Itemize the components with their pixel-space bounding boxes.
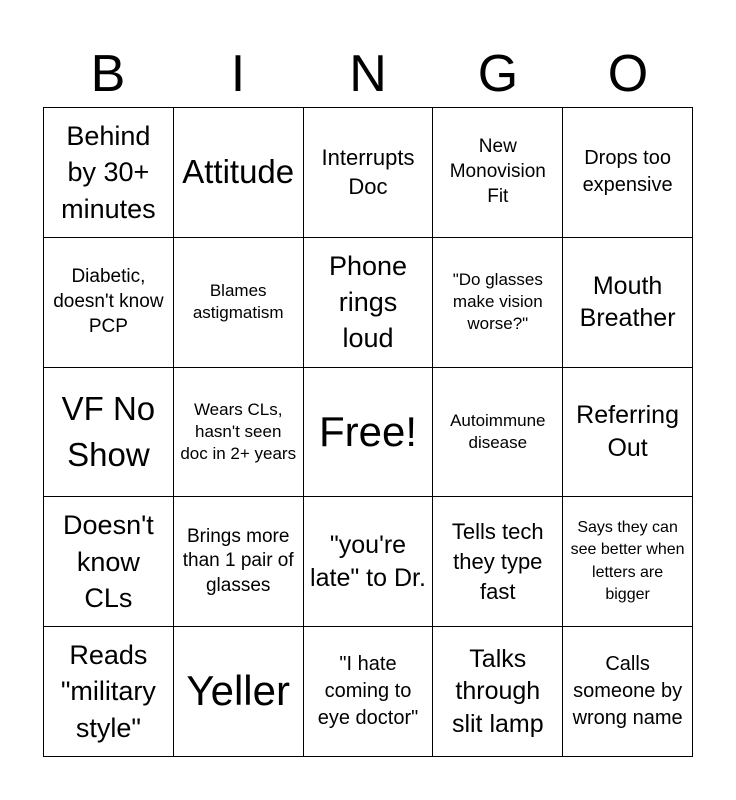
header-letter-b: B bbox=[90, 45, 126, 103]
cell-text: Doesn't know CLs bbox=[63, 510, 154, 613]
bingo-cell[interactable] bbox=[44, 368, 174, 498]
bingo-cell[interactable] bbox=[174, 368, 304, 498]
bingo-cell[interactable] bbox=[174, 108, 304, 238]
bingo-header bbox=[43, 42, 693, 106]
bingo-cell[interactable] bbox=[563, 108, 693, 238]
free-space-cell[interactable] bbox=[304, 368, 434, 498]
cell-text: Drops too expensive bbox=[582, 147, 673, 197]
cell-text: Says they can see better when letters are bigger bbox=[570, 519, 685, 604]
bingo-cell[interactable] bbox=[433, 238, 563, 368]
cell-text: Phone rings loud bbox=[328, 250, 408, 354]
header-letter-n: N bbox=[349, 45, 387, 103]
bingo-cell[interactable] bbox=[44, 627, 174, 757]
bingo-cell[interactable] bbox=[174, 497, 304, 627]
cell-text: Attitude bbox=[182, 153, 295, 191]
cell-text: "Do glasses make vision worse?" bbox=[452, 270, 543, 334]
cell-text: Interrupts Doc bbox=[321, 144, 415, 200]
bingo-grid bbox=[43, 107, 693, 757]
header-letter-g: G bbox=[477, 45, 519, 103]
cell-text: Calls someone by wrong name bbox=[572, 653, 683, 730]
cell-text: Wears CLs, hasn't seen doc in 2+ years bbox=[180, 399, 297, 464]
cell-text: Mouth Breather bbox=[579, 271, 676, 333]
header-letter-o: O bbox=[607, 45, 649, 103]
bingo-cell[interactable] bbox=[563, 627, 693, 757]
bingo-cell[interactable] bbox=[44, 238, 174, 368]
cell-text: Yeller bbox=[186, 667, 290, 715]
header-letter-i: I bbox=[230, 45, 246, 103]
free-space-text: Free! bbox=[318, 407, 417, 455]
cell-text: Tells tech they type fast bbox=[451, 519, 544, 604]
cell-text: New Monovision Fit bbox=[449, 136, 546, 207]
cell-text: Referring Out bbox=[576, 401, 679, 462]
bingo-cell[interactable] bbox=[563, 497, 693, 627]
bingo-cell[interactable] bbox=[433, 368, 563, 498]
bingo-cell[interactable] bbox=[174, 238, 304, 368]
cell-text: VF No Show bbox=[61, 389, 156, 473]
bingo-cell[interactable] bbox=[433, 627, 563, 757]
bingo-cell[interactable] bbox=[44, 497, 174, 627]
bingo-cell[interactable] bbox=[433, 108, 563, 238]
cell-text: Behind by 30+ minutes bbox=[61, 120, 156, 224]
cell-text: Talks through slit lamp bbox=[451, 644, 544, 738]
bingo-cell[interactable] bbox=[44, 108, 174, 238]
bingo-cell[interactable] bbox=[304, 627, 434, 757]
bingo-cell[interactable] bbox=[433, 497, 563, 627]
bingo-cell[interactable] bbox=[174, 627, 304, 757]
cell-text: Brings more than 1 pair of glasses bbox=[182, 525, 294, 597]
bingo-cell[interactable] bbox=[563, 368, 693, 498]
cell-text: Reads "military style" bbox=[60, 639, 156, 743]
cell-text: "I hate coming to eye doctor" bbox=[317, 653, 419, 730]
cell-text: Autoimmune disease bbox=[450, 410, 546, 452]
cell-text: Diabetic, doesn't know PCP bbox=[53, 266, 164, 337]
bingo-cell[interactable] bbox=[304, 108, 434, 238]
cell-text: "you're late" to Dr. bbox=[310, 531, 426, 592]
bingo-cell[interactable] bbox=[304, 497, 434, 627]
bingo-cell[interactable] bbox=[304, 238, 434, 368]
cell-text: Blames astigmatism bbox=[192, 281, 284, 323]
bingo-cell[interactable] bbox=[563, 238, 693, 368]
